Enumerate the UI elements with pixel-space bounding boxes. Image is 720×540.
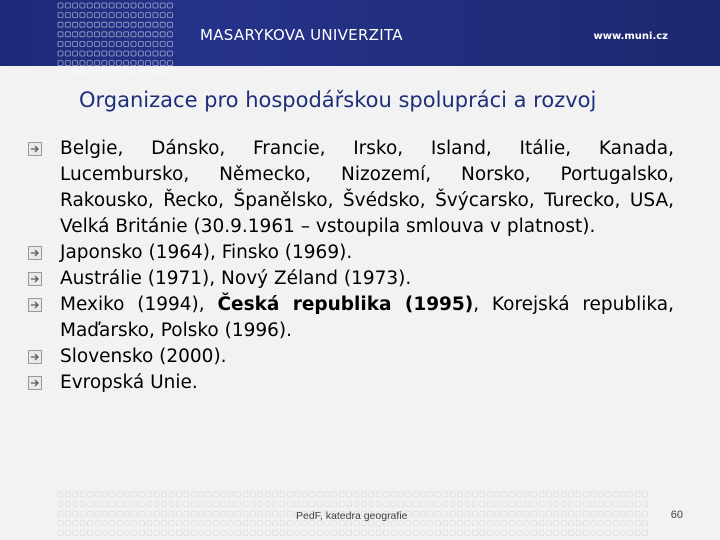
bullet-icon — [28, 142, 42, 156]
bullet-item — [28, 292, 674, 344]
bullet-icon — [28, 350, 42, 364]
header-bar — [0, 0, 720, 66]
bullet-text: , Korejská republika, Maďarsko, Polsko (1996). — [60, 294, 675, 341]
bullet-icon — [28, 246, 42, 260]
logo-dot-grid — [0, 0, 175, 82]
bullet-item — [28, 240, 674, 266]
page-number: 60 — [670, 509, 683, 521]
slide-title: Organizace pro hospodářskou spolupráci a rozvoj — [79, 88, 597, 112]
bullet-list — [28, 136, 674, 396]
bullet-text: Mexiko (1994), — [60, 294, 218, 315]
bullet-item — [28, 266, 674, 292]
bullet-icon — [28, 376, 42, 390]
website-link[interactable]: www.muni.cz — [593, 31, 668, 42]
bullet-text-bold: Česká republika (1995) — [217, 294, 474, 315]
bullet-icon — [28, 298, 42, 312]
bullet-item — [28, 370, 674, 396]
bullet-text: Slovensko (2000). — [60, 346, 227, 367]
bullet-icon — [28, 272, 42, 286]
bullet-item — [28, 344, 674, 370]
bullet-text: Austrálie (1971), Nový Zéland (1973). — [60, 268, 412, 289]
footer-text: PedF, katedra geografie — [296, 510, 408, 522]
bullet-text: Japonsko (1964), Finsko (1969). — [60, 242, 353, 263]
bullet-text: Belgie, Dánsko, Francie, Irsko, Island, Itálie, Kanada, Lucembursko, Německo, Nizozemí, Norsko, Portugalsko, Rakousko, Řecko, Španělsko, Švédsko, Švýcarsko, Turecko, USA, Velká Británie (30.9.1961 – vstoupila smlouva v platnost). — [60, 138, 674, 237]
bullet-text: Evropská Unie. — [60, 372, 198, 393]
university-name: MASARYKOVA UNIVERZITA — [200, 26, 403, 44]
bullet-item — [28, 136, 674, 240]
